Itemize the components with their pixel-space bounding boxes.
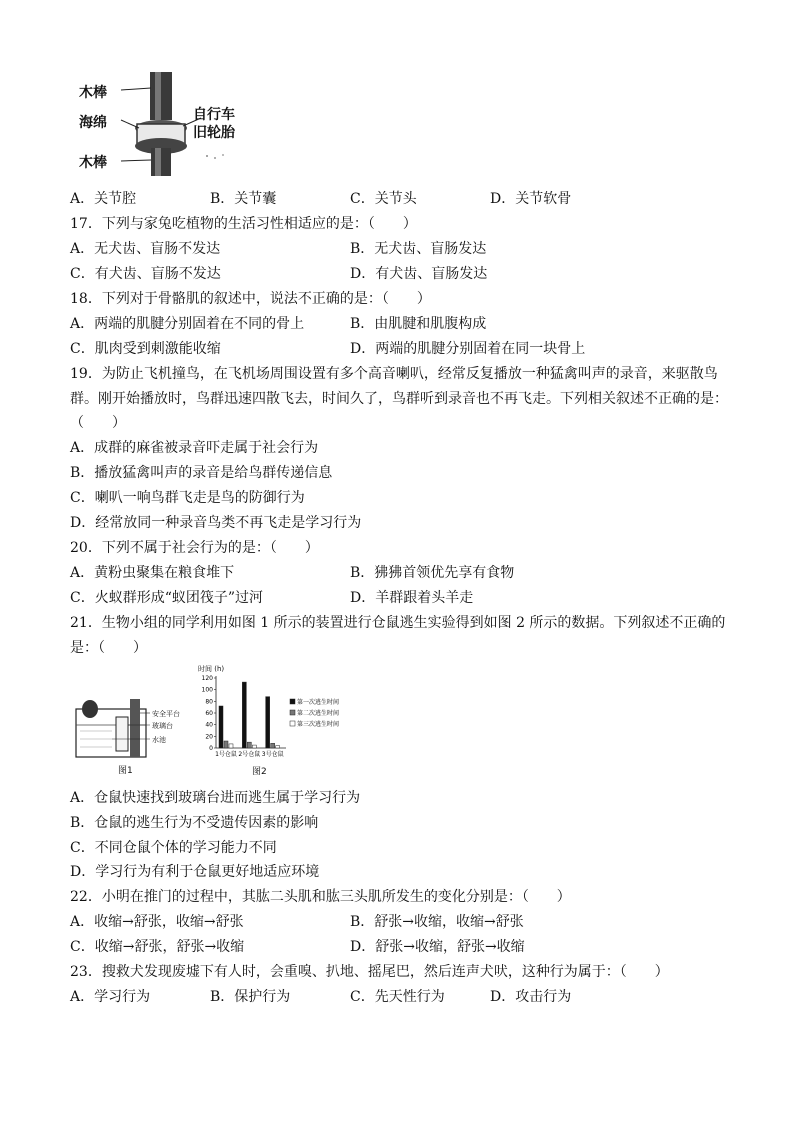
legend-swatch xyxy=(290,699,295,704)
bar xyxy=(229,744,233,748)
q17-option-a[interactable]: A．无犬齿、盲肠不发达 xyxy=(70,241,221,257)
q20-option-c[interactable]: C．火蚁群形成“蚁团筏子”过河 xyxy=(70,590,264,606)
label-sponge: 海绵 xyxy=(79,115,107,131)
q16-option-b[interactable]: B．关节囊 xyxy=(210,191,277,207)
q17-option-c[interactable]: C．有犬齿、盲肠不发达 xyxy=(70,266,221,282)
q19-option-b[interactable]: B．播放猛禽叫声的录音是给鸟群传递信息 xyxy=(70,465,333,481)
bar-chart xyxy=(196,662,356,778)
q22-stem: 22．小明在推门的过程中，其肱二头肌和肱三头肌所发生的变化分别是：（ ） xyxy=(70,889,571,905)
q19-stem-line2: 群。刚开始播放时，鸟群迅速四散飞去，时间久了，鸟群听到录音也不再飞走。下列相关叙述不正确的是： xyxy=(70,391,728,407)
y-tick-label: 120 xyxy=(201,675,213,682)
bar xyxy=(266,697,270,748)
q21-stem-line1: 21．生物小组的同学利用如图 1 所示的装置进行仓鼠逃生实验得到如图 2 所示的数据。下列叙述不正确的 xyxy=(70,615,726,631)
q20-option-b[interactable]: B．狒狒首领优先享有食物 xyxy=(350,565,515,581)
q21-option-c[interactable]: C．不同仓鼠个体的学习能力不同 xyxy=(70,840,277,856)
q18-option-b[interactable]: B．由肌腱和肌腹构成 xyxy=(350,316,487,332)
q23-option-b[interactable]: B．保护行为 xyxy=(210,989,291,1005)
q19-option-a[interactable]: A．成群的麻雀被录音吓走属于社会行为 xyxy=(70,440,319,456)
fig1-caption: 图1 xyxy=(118,766,133,776)
q21-option-b[interactable]: B．仓鼠的逃生行为不受遗传因素的影响 xyxy=(70,815,319,831)
q20-stem: 20．下列不属于社会行为的是：（ ） xyxy=(70,540,319,556)
figure-2-chart xyxy=(196,662,356,778)
q22-option-a[interactable]: A．收缩→舒张，收缩→舒张 xyxy=(70,914,244,930)
q19-stem-line3: （ ） xyxy=(70,415,126,431)
label-wood-bottom: 木棒 xyxy=(79,155,107,171)
q23-option-c[interactable]: C．先天性行为 xyxy=(350,989,445,1005)
legend-label: 第二次逃生时间 xyxy=(297,710,340,717)
legend-swatch xyxy=(290,710,295,715)
q19-option-d[interactable]: D．经常放同一种录音鸟类不再飞走是学习行为 xyxy=(70,515,362,531)
figure-1-apparatus xyxy=(72,695,192,777)
q23-stem: 23．搜救犬发现废墟下有人时，会重嗅、扒地、摇尾巴，然后连声犬吠，这种行为属于：（ ） xyxy=(70,964,669,980)
q22-option-c[interactable]: C．收缩→舒张，舒张→收缩 xyxy=(70,939,245,955)
x-tick-label: 3号仓鼠 xyxy=(261,751,284,758)
q17-option-b[interactable]: B．无犬齿、盲肠发达 xyxy=(350,241,487,257)
label-wood-top: 木棒 xyxy=(79,85,107,101)
q21-stem-line2: 是：（ ） xyxy=(70,640,147,656)
label-bicycle: 自行车 xyxy=(193,107,235,123)
q23-option-d[interactable]: D．攻击行为 xyxy=(490,989,572,1005)
legend-swatch xyxy=(290,721,295,726)
q18-option-c[interactable]: C．肌肉受到刺激能收缩 xyxy=(70,341,221,357)
q16-option-c[interactable]: C．关节头 xyxy=(350,191,417,207)
fig1-label-glass-platform: 玻璃台 xyxy=(152,722,173,730)
legend-label: 第三次逃生时间 xyxy=(297,721,340,728)
y-tick-label: 40 xyxy=(205,721,213,729)
bar xyxy=(242,682,246,748)
chart-ylabel: 时间 (h) xyxy=(198,665,225,673)
q17-stem: 17．下列与家兔吃植物的生活习性相适应的是：（ ） xyxy=(70,216,417,232)
q18-option-d[interactable]: D．两端的肌腱分别固着在同一块骨上 xyxy=(350,341,586,357)
q22-option-d[interactable]: D．舒张→收缩，舒张→收缩 xyxy=(350,939,525,955)
bar xyxy=(224,741,228,748)
x-tick-label: 2号仓鼠 xyxy=(238,751,261,758)
q16-option-a[interactable]: A．关节腔 xyxy=(70,191,137,207)
q23-option-a[interactable]: A．学习行为 xyxy=(70,989,151,1005)
q20-option-d[interactable]: D．羊群跟着头羊走 xyxy=(350,590,474,606)
y-tick-label: 80 xyxy=(205,698,213,706)
q18-option-a[interactable]: A．两端的肌腱分别固着在不同的骨上 xyxy=(70,316,305,332)
fig1-label-safe-platform: 安全平台 xyxy=(152,710,180,718)
bar xyxy=(271,743,275,748)
y-tick-label: 100 xyxy=(201,686,213,694)
bar xyxy=(276,746,280,748)
joint-model-figure xyxy=(75,68,265,178)
q20-option-a[interactable]: A．黄粉虫聚集在粮食堆下 xyxy=(70,565,235,581)
fig2-caption: 图2 xyxy=(252,767,267,777)
fig1-label-pool: 水池 xyxy=(152,736,166,744)
label-old-tire: 旧轮胎 xyxy=(193,125,235,141)
y-tick-label: 0 xyxy=(209,745,213,752)
q18-stem: 18．下列对于骨骼肌的叙述中，说法不正确的是：（ ） xyxy=(70,291,431,307)
q16-option-d[interactable]: D．关节软骨 xyxy=(490,191,572,207)
q22-option-b[interactable]: B．舒张→收缩，收缩→舒张 xyxy=(350,914,524,930)
bar xyxy=(219,706,223,748)
y-tick-label: 20 xyxy=(205,733,213,741)
legend-label: 第一次逃生时间 xyxy=(297,699,340,706)
q19-stem-line1: 19．为防止飞机撞鸟，在飞机场周围设置有多个高音喇叭，经常反复播放一种猛禽叫声的录音，来驱散鸟 xyxy=(70,366,718,382)
q21-option-d[interactable]: D．学习行为有利于仓鼠更好地适应环境 xyxy=(70,864,320,880)
x-tick-label: 1号仓鼠 xyxy=(215,751,237,758)
q19-option-c[interactable]: C．喇叭一响鸟群飞走是鸟的防御行为 xyxy=(70,490,305,506)
bar xyxy=(247,742,251,748)
y-tick-label: 60 xyxy=(205,710,213,717)
bar xyxy=(252,745,256,748)
q17-option-d[interactable]: D．有犬齿、盲肠发达 xyxy=(350,266,488,282)
q21-option-a[interactable]: A．仓鼠快速找到玻璃台进而逃生属于学习行为 xyxy=(70,790,361,806)
